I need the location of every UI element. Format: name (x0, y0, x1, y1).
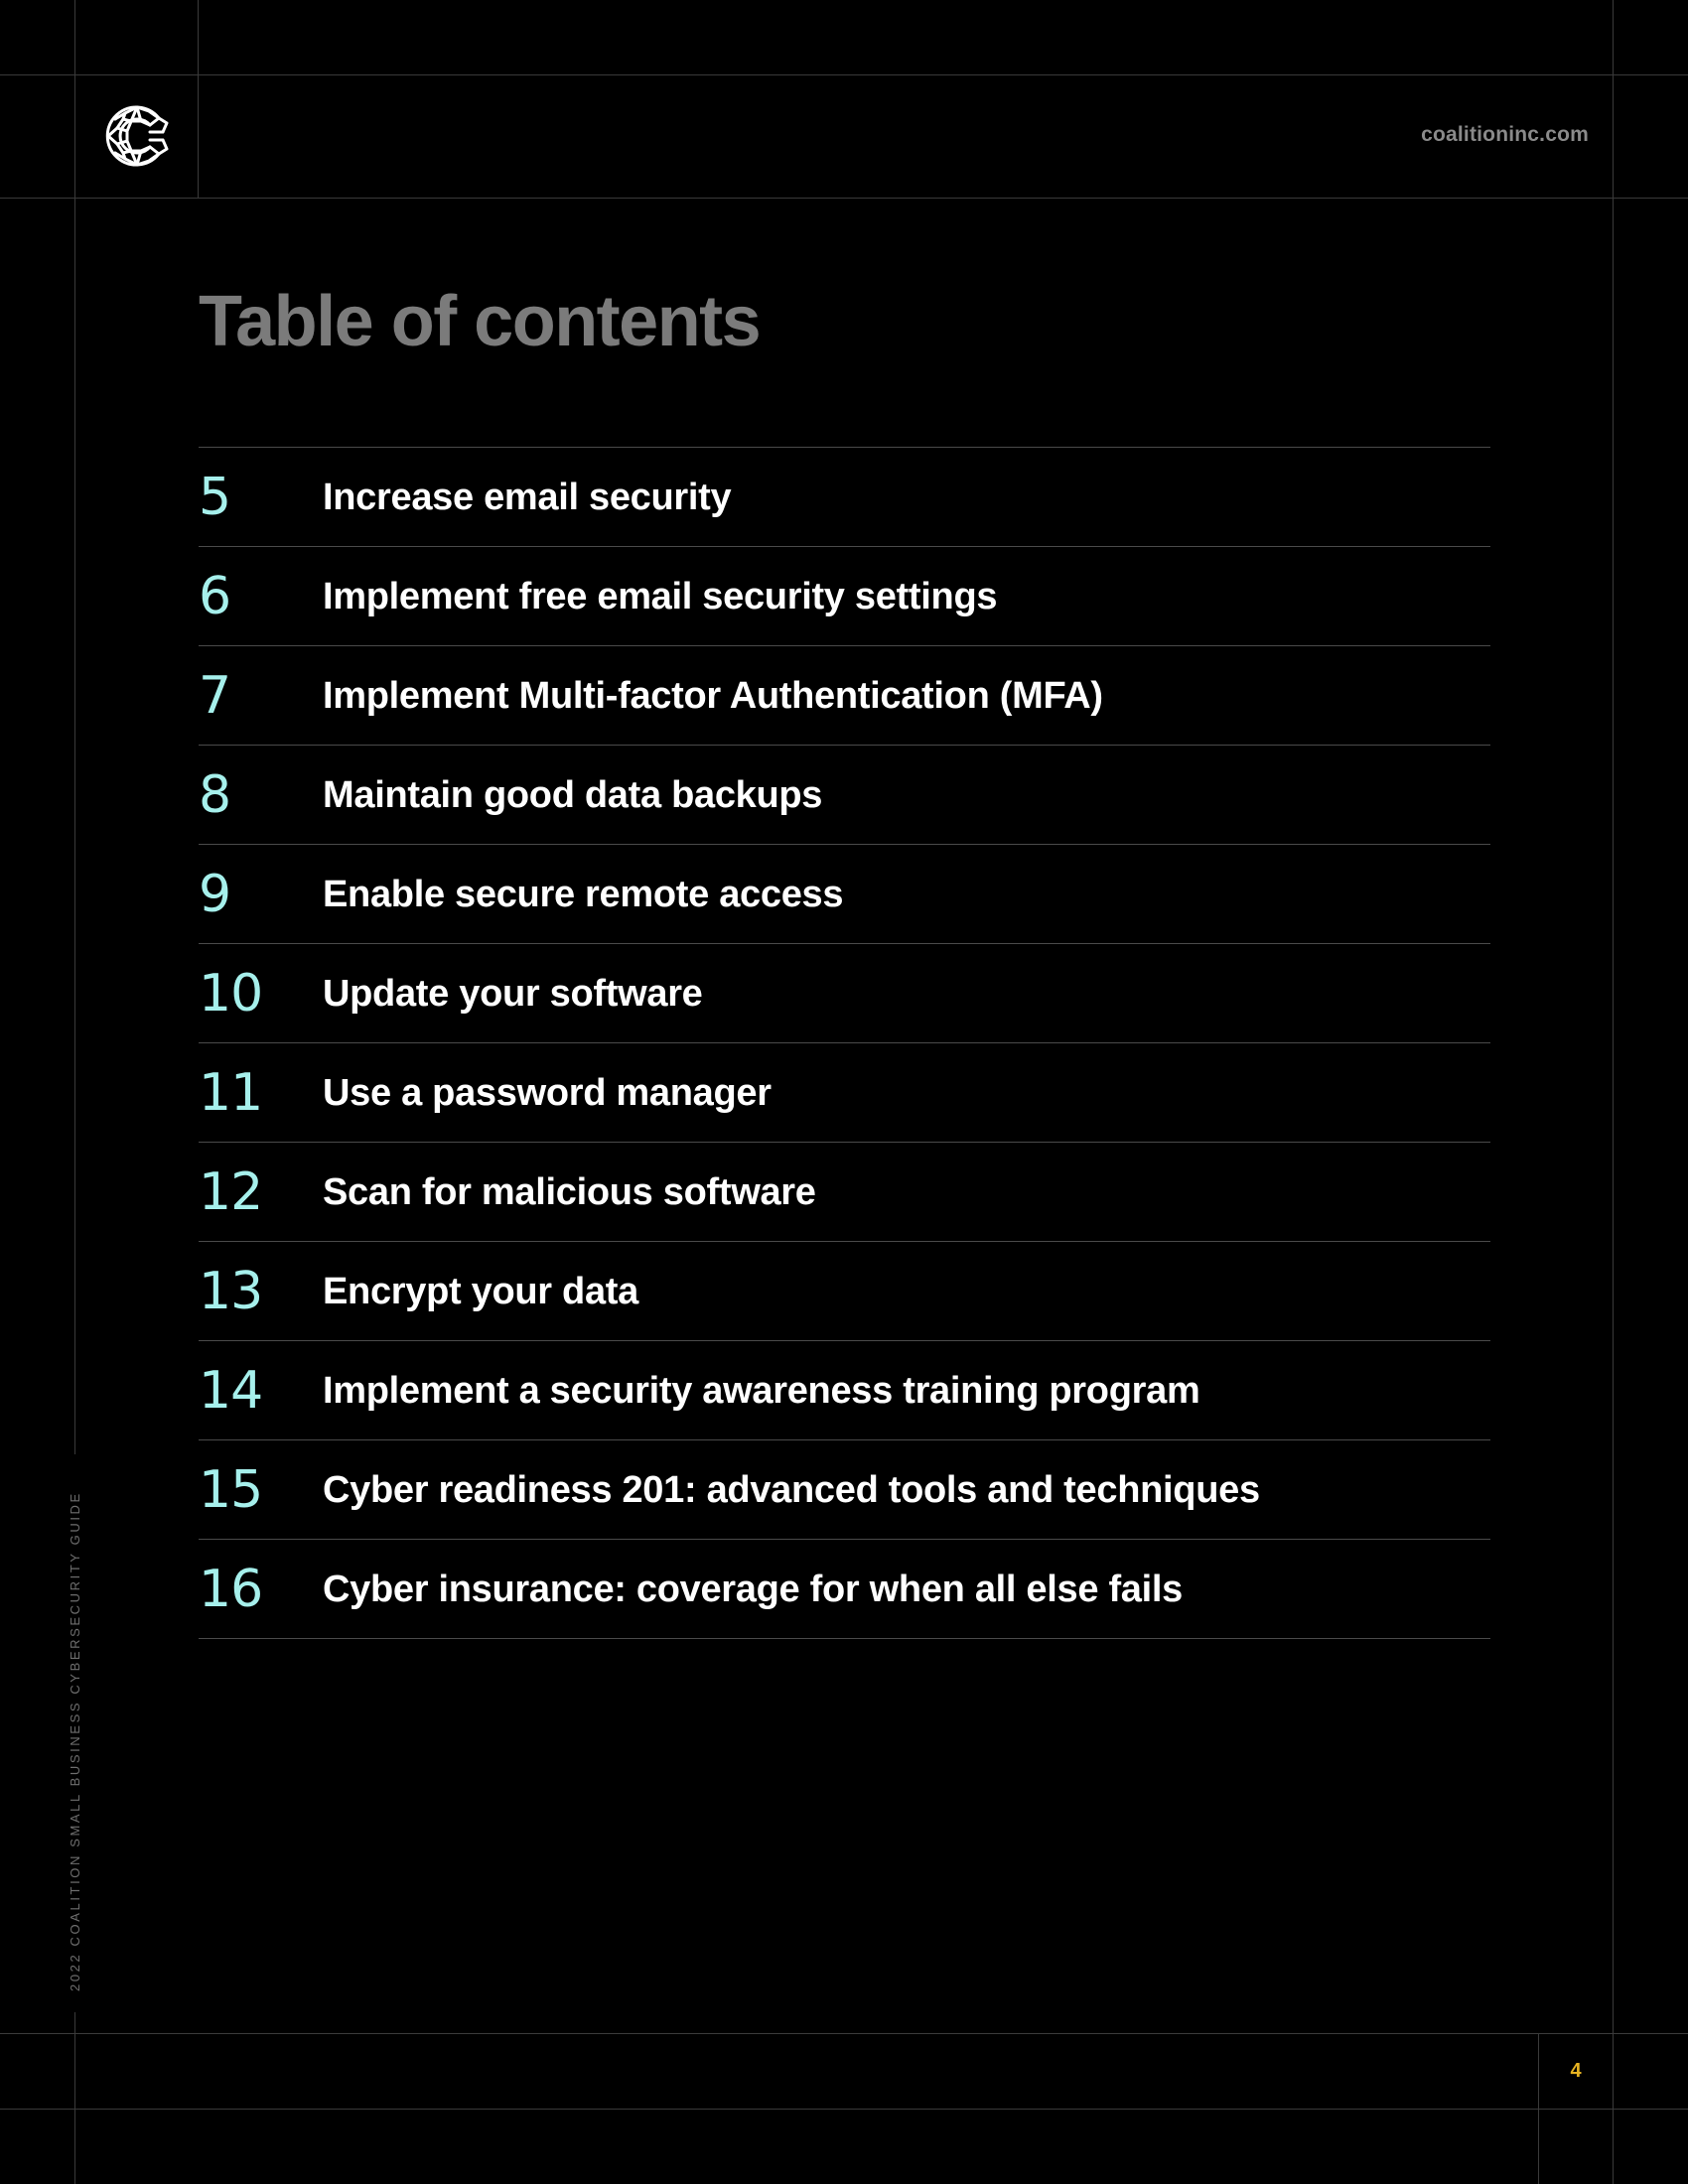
toc-item-label: Implement Multi-factor Authentication (MFA) (323, 674, 1103, 717)
grid-line-vertical-right (1613, 0, 1614, 2184)
toc-page-number: 7 (199, 665, 231, 726)
toc-item-label: Cyber readiness 201: advanced tools and techniques (323, 1468, 1260, 1511)
toc-item[interactable] (199, 845, 1490, 944)
grid-line-vertical-logo (198, 0, 199, 199)
toc-page-number: 6 (199, 566, 231, 626)
grid-line-horizontal-header (0, 198, 1688, 199)
toc-page-number: 9 (199, 864, 231, 924)
side-document-title: 2022 COALITION SMALL BUSINESS CYBERSECURITY GUIDE (68, 1491, 82, 1991)
toc-item[interactable] (199, 1242, 1490, 1341)
toc-page-number: 14 (199, 1360, 263, 1421)
grid-line-horizontal-top (0, 74, 1688, 75)
toc-page-number: 15 (199, 1459, 263, 1520)
toc-item[interactable] (199, 746, 1490, 845)
toc-item-label: Increase email security (323, 476, 732, 518)
page-title: Table of contents (199, 282, 761, 361)
toc-item[interactable] (199, 1540, 1490, 1639)
toc-item-label: Use a password manager (323, 1071, 772, 1114)
toc-page-number: 11 (199, 1062, 263, 1123)
toc-item-label: Maintain good data backups (323, 773, 823, 816)
toc-item-label: Scan for malicious software (323, 1170, 816, 1213)
toc-item-label: Encrypt your data (323, 1270, 638, 1312)
coalition-logo-icon (103, 101, 169, 171)
toc-item[interactable] (199, 646, 1490, 746)
toc-page-number: 5 (199, 467, 231, 527)
toc-item-label: Update your software (323, 972, 703, 1015)
toc-item[interactable] (199, 1341, 1490, 1440)
toc-page-number: 12 (199, 1161, 263, 1222)
toc-item[interactable] (199, 1143, 1490, 1242)
toc-item[interactable] (199, 547, 1490, 646)
toc-item-label: Enable secure remote access (323, 873, 844, 915)
toc-page-number: 13 (199, 1261, 263, 1321)
toc-item[interactable] (199, 448, 1490, 547)
grid-line-vertical-left (74, 0, 75, 1454)
grid-line-vertical-left-lower (74, 2012, 75, 2184)
toc-page-number: 8 (199, 764, 231, 825)
grid-line-horizontal-footer (0, 2033, 1688, 2034)
toc-page-number: 10 (199, 963, 263, 1024)
toc-page-number: 16 (199, 1559, 263, 1619)
toc-item[interactable] (199, 1043, 1490, 1143)
toc-list (199, 447, 1490, 1639)
toc-item[interactable] (199, 944, 1490, 1043)
grid-line-horizontal-bottom (0, 2109, 1688, 2110)
toc-item-label: Implement free email security settings (323, 575, 998, 617)
toc-item-label: Cyber insurance: coverage for when all else fails (323, 1568, 1183, 1610)
site-url[interactable]: coalitioninc.com (1421, 123, 1589, 146)
page-number: 4 (1570, 2060, 1582, 2082)
toc-item-label: Implement a security awareness training program (323, 1369, 1200, 1412)
toc-item[interactable] (199, 1440, 1490, 1540)
